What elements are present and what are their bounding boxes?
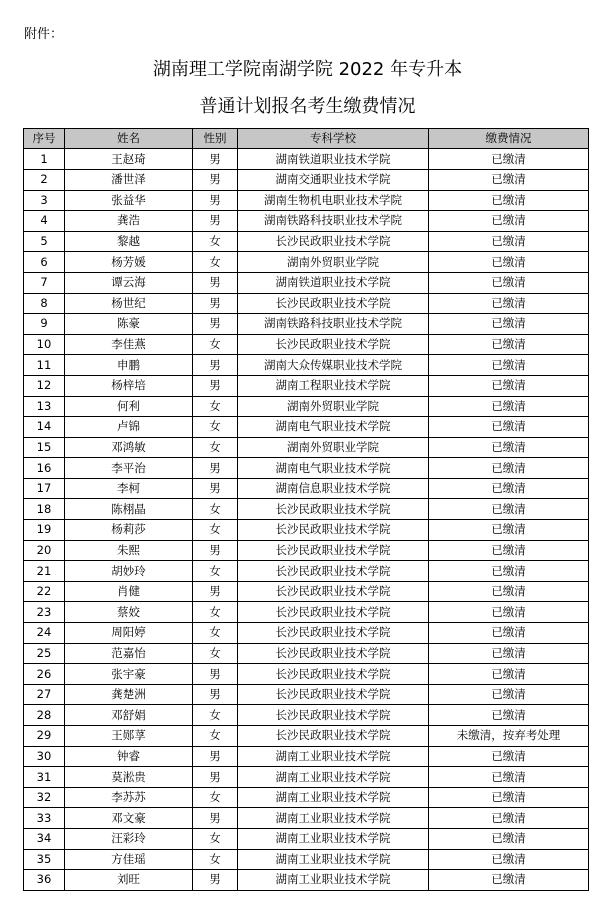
table-row — [24, 705, 589, 726]
cell-name: 王郧莩 — [65, 726, 193, 747]
cell-index: 22 — [24, 581, 65, 602]
cell-college: 长沙民政职业技术学院 — [238, 499, 429, 520]
cell-payment-status: 已缴清 — [429, 849, 589, 870]
cell-college: 湖南工业职业技术学院 — [238, 787, 429, 808]
cell-payment-status: 已缴清 — [429, 231, 589, 252]
cell-college: 长沙民政职业技术学院 — [238, 561, 429, 582]
cell-name: 潘世泽 — [65, 169, 193, 190]
cell-payment-status: 已缴清 — [429, 787, 589, 808]
cell-index: 13 — [24, 396, 65, 417]
cell-college: 长沙民政职业技术学院 — [238, 684, 429, 705]
cell-payment-status: 已缴清 — [429, 169, 589, 190]
table-row — [24, 478, 589, 499]
cell-index: 31 — [24, 767, 65, 788]
table-row — [24, 828, 589, 849]
cell-gender: 女 — [193, 334, 238, 355]
cell-name: 李平治 — [65, 458, 193, 479]
table-row — [24, 623, 589, 644]
table-row — [24, 396, 589, 417]
cell-name: 邓舒娟 — [65, 705, 193, 726]
cell-name: 李苏苏 — [65, 787, 193, 808]
table-row — [24, 252, 589, 273]
cell-college: 长沙民政职业技术学院 — [238, 643, 429, 664]
cell-name: 李柯 — [65, 478, 193, 499]
cell-name: 杨梓培 — [65, 375, 193, 396]
cell-index: 8 — [24, 293, 65, 314]
table-row — [24, 375, 589, 396]
cell-gender: 女 — [193, 705, 238, 726]
table-row — [24, 561, 589, 582]
cell-index: 23 — [24, 602, 65, 623]
cell-gender: 男 — [193, 870, 238, 891]
cell-gender: 女 — [193, 437, 238, 458]
cell-college: 湖南大众传媒职业技术学院 — [238, 355, 429, 376]
cell-payment-status: 已缴清 — [429, 520, 589, 541]
cell-gender: 女 — [193, 828, 238, 849]
cell-college: 湖南工业职业技术学院 — [238, 746, 429, 767]
header-name: 姓名 — [65, 129, 193, 149]
table-header-row — [24, 129, 589, 149]
table-row — [24, 272, 589, 293]
cell-index: 18 — [24, 499, 65, 520]
cell-payment-status: 已缴清 — [429, 190, 589, 211]
cell-name: 方佳瑶 — [65, 849, 193, 870]
table-row — [24, 767, 589, 788]
cell-index: 1 — [24, 149, 65, 170]
cell-gender: 男 — [193, 684, 238, 705]
table-row — [24, 499, 589, 520]
cell-name: 申鹏 — [65, 355, 193, 376]
cell-payment-status: 已缴清 — [429, 417, 589, 438]
cell-college: 长沙民政职业技术学院 — [238, 726, 429, 747]
cell-college: 湖南铁路科技职业技术学院 — [238, 211, 429, 232]
cell-name: 杨世纪 — [65, 293, 193, 314]
cell-index: 2 — [24, 169, 65, 190]
cell-name: 莫淞贵 — [65, 767, 193, 788]
cell-college: 长沙民政职业技术学院 — [238, 705, 429, 726]
cell-name: 邓文豪 — [65, 808, 193, 829]
cell-college: 湖南电气职业技术学院 — [238, 417, 429, 438]
cell-gender: 女 — [193, 252, 238, 273]
table-body — [24, 149, 589, 890]
cell-payment-status: 已缴清 — [429, 602, 589, 623]
table-row — [24, 231, 589, 252]
cell-index: 9 — [24, 314, 65, 335]
header-gender: 性别 — [193, 129, 238, 149]
table-row — [24, 314, 589, 335]
cell-gender: 男 — [193, 808, 238, 829]
cell-index: 30 — [24, 746, 65, 767]
cell-name: 何利 — [65, 396, 193, 417]
cell-index: 17 — [24, 478, 65, 499]
cell-name: 汪彩玲 — [65, 828, 193, 849]
cell-name: 肖健 — [65, 581, 193, 602]
cell-name: 周阳婷 — [65, 623, 193, 644]
cell-name: 王赵琦 — [65, 149, 193, 170]
cell-index: 29 — [24, 726, 65, 747]
cell-payment-status: 已缴清 — [429, 664, 589, 685]
cell-payment-status: 已缴清 — [429, 643, 589, 664]
cell-payment-status: 已缴清 — [429, 499, 589, 520]
cell-gender: 男 — [193, 664, 238, 685]
cell-index: 6 — [24, 252, 65, 273]
cell-college: 长沙民政职业技术学院 — [238, 581, 429, 602]
cell-name: 张益华 — [65, 190, 193, 211]
table-row — [24, 169, 589, 190]
cell-payment-status: 已缴清 — [429, 540, 589, 561]
cell-college: 湖南工业职业技术学院 — [238, 870, 429, 891]
cell-index: 16 — [24, 458, 65, 479]
cell-college: 长沙民政职业技术学院 — [238, 231, 429, 252]
cell-payment-status: 已缴清 — [429, 561, 589, 582]
cell-college: 湖南工程职业技术学院 — [238, 375, 429, 396]
cell-payment-status: 已缴清 — [429, 478, 589, 499]
cell-payment-status: 已缴清 — [429, 581, 589, 602]
cell-name: 黎越 — [65, 231, 193, 252]
table-row — [24, 664, 589, 685]
cell-college: 湖南工业职业技术学院 — [238, 828, 429, 849]
table-row — [24, 849, 589, 870]
cell-index: 26 — [24, 664, 65, 685]
cell-index: 4 — [24, 211, 65, 232]
cell-name: 陈栩晶 — [65, 499, 193, 520]
cell-college: 湖南电气职业技术学院 — [238, 458, 429, 479]
cell-gender: 男 — [193, 272, 238, 293]
cell-payment-status: 已缴清 — [429, 705, 589, 726]
cell-gender: 男 — [193, 458, 238, 479]
cell-index: 14 — [24, 417, 65, 438]
cell-gender: 女 — [193, 417, 238, 438]
cell-payment-status: 未缴清，按弃考处理 — [429, 726, 589, 747]
cell-gender: 女 — [193, 520, 238, 541]
cell-gender: 女 — [193, 787, 238, 808]
cell-gender: 女 — [193, 643, 238, 664]
cell-college: 长沙民政职业技术学院 — [238, 664, 429, 685]
cell-index: 3 — [24, 190, 65, 211]
cell-name: 杨莉莎 — [65, 520, 193, 541]
cell-index: 27 — [24, 684, 65, 705]
cell-gender: 女 — [193, 849, 238, 870]
cell-gender: 女 — [193, 561, 238, 582]
cell-name: 胡妙玲 — [65, 561, 193, 582]
cell-gender: 男 — [193, 149, 238, 170]
cell-payment-status: 已缴清 — [429, 396, 589, 417]
cell-payment-status: 已缴清 — [429, 684, 589, 705]
table-row — [24, 355, 589, 376]
table-row — [24, 149, 589, 170]
cell-name: 张宇豪 — [65, 664, 193, 685]
cell-payment-status: 已缴清 — [429, 314, 589, 335]
cell-gender: 女 — [193, 396, 238, 417]
cell-name: 蔡姣 — [65, 602, 193, 623]
header-payment-status: 缴费情况 — [429, 129, 589, 149]
cell-index: 10 — [24, 334, 65, 355]
cell-college: 湖南铁路科技职业技术学院 — [238, 314, 429, 335]
cell-gender: 女 — [193, 726, 238, 747]
cell-payment-status: 已缴清 — [429, 355, 589, 376]
cell-gender: 女 — [193, 623, 238, 644]
cell-gender: 男 — [193, 314, 238, 335]
table-row — [24, 190, 589, 211]
cell-name: 李佳燕 — [65, 334, 193, 355]
attachment-label: 附件： — [24, 27, 64, 42]
cell-index: 5 — [24, 231, 65, 252]
cell-payment-status: 已缴清 — [429, 870, 589, 891]
cell-payment-status: 已缴清 — [429, 437, 589, 458]
cell-gender: 男 — [193, 190, 238, 211]
cell-college: 湖南工业职业技术学院 — [238, 849, 429, 870]
cell-index: 35 — [24, 849, 65, 870]
cell-payment-status: 已缴清 — [429, 746, 589, 767]
table-row — [24, 726, 589, 747]
table-row — [24, 211, 589, 232]
cell-index: 24 — [24, 623, 65, 644]
cell-payment-status: 已缴清 — [429, 293, 589, 314]
cell-college: 湖南信息职业技术学院 — [238, 478, 429, 499]
cell-college: 长沙民政职业技术学院 — [238, 334, 429, 355]
cell-payment-status: 已缴清 — [429, 252, 589, 273]
cell-index: 34 — [24, 828, 65, 849]
document-title-line1: 湖南理工学院南湖学院 2022 年专升本 — [152, 59, 463, 80]
table-row — [24, 458, 589, 479]
table-row — [24, 334, 589, 355]
cell-name: 邓鸿敏 — [65, 437, 193, 458]
cell-gender: 男 — [193, 746, 238, 767]
cell-payment-status: 已缴清 — [429, 767, 589, 788]
table-row — [24, 540, 589, 561]
cell-name: 朱熙 — [65, 540, 193, 561]
table-row — [24, 581, 589, 602]
cell-college: 湖南生物机电职业技术学院 — [238, 190, 429, 211]
cell-index: 20 — [24, 540, 65, 561]
cell-gender: 男 — [193, 211, 238, 232]
cell-index: 11 — [24, 355, 65, 376]
cell-index: 19 — [24, 520, 65, 541]
cell-gender: 男 — [193, 581, 238, 602]
payment-status-table — [23, 128, 589, 891]
cell-gender: 男 — [193, 375, 238, 396]
cell-college: 长沙民政职业技术学院 — [238, 520, 429, 541]
cell-gender: 男 — [193, 293, 238, 314]
header-college: 专科学校 — [238, 129, 429, 149]
cell-college: 湖南外贸职业学院 — [238, 396, 429, 417]
cell-index: 15 — [24, 437, 65, 458]
table-row — [24, 870, 589, 891]
cell-gender: 女 — [193, 602, 238, 623]
table-row — [24, 746, 589, 767]
cell-name: 龚楚洲 — [65, 684, 193, 705]
cell-college: 湖南交通职业技术学院 — [238, 169, 429, 190]
cell-index: 33 — [24, 808, 65, 829]
cell-name: 刘旺 — [65, 870, 193, 891]
table-row — [24, 293, 589, 314]
cell-payment-status: 已缴清 — [429, 623, 589, 644]
cell-name: 龚浩 — [65, 211, 193, 232]
cell-college: 湖南外贸职业学院 — [238, 437, 429, 458]
cell-name: 杨芳媛 — [65, 252, 193, 273]
document-title-line2: 普通计划报名考生缴费情况 — [199, 96, 416, 117]
cell-index: 28 — [24, 705, 65, 726]
cell-payment-status: 已缴清 — [429, 458, 589, 479]
cell-payment-status: 已缴清 — [429, 828, 589, 849]
table-row — [24, 808, 589, 829]
header-index: 序号 — [24, 129, 65, 149]
table-row — [24, 437, 589, 458]
cell-college: 湖南铁道职业技术学院 — [238, 149, 429, 170]
cell-name: 钟睿 — [65, 746, 193, 767]
cell-gender: 男 — [193, 355, 238, 376]
cell-college: 湖南工业职业技术学院 — [238, 808, 429, 829]
cell-index: 21 — [24, 561, 65, 582]
table-row — [24, 684, 589, 705]
cell-gender: 男 — [193, 478, 238, 499]
cell-gender: 女 — [193, 231, 238, 252]
cell-college: 湖南外贸职业学院 — [238, 252, 429, 273]
cell-payment-status: 已缴清 — [429, 334, 589, 355]
cell-index: 36 — [24, 870, 65, 891]
cell-payment-status: 已缴清 — [429, 808, 589, 829]
table-row — [24, 643, 589, 664]
cell-index: 32 — [24, 787, 65, 808]
cell-index: 25 — [24, 643, 65, 664]
table-row — [24, 787, 589, 808]
cell-name: 范嘉怡 — [65, 643, 193, 664]
cell-college: 长沙民政职业技术学院 — [238, 602, 429, 623]
cell-index: 7 — [24, 272, 65, 293]
cell-college: 湖南铁道职业技术学院 — [238, 272, 429, 293]
cell-college: 长沙民政职业技术学院 — [238, 540, 429, 561]
cell-gender: 男 — [193, 169, 238, 190]
cell-name: 谭云海 — [65, 272, 193, 293]
cell-gender: 男 — [193, 767, 238, 788]
cell-gender: 女 — [193, 499, 238, 520]
cell-payment-status: 已缴清 — [429, 375, 589, 396]
cell-college: 长沙民政职业技术学院 — [238, 293, 429, 314]
table-row — [24, 602, 589, 623]
cell-payment-status: 已缴清 — [429, 211, 589, 232]
cell-gender: 男 — [193, 540, 238, 561]
table-row — [24, 520, 589, 541]
cell-payment-status: 已缴清 — [429, 149, 589, 170]
cell-college: 长沙民政职业技术学院 — [238, 623, 429, 644]
cell-index: 12 — [24, 375, 65, 396]
cell-college: 湖南工业职业技术学院 — [238, 767, 429, 788]
cell-name: 陈豪 — [65, 314, 193, 335]
cell-name: 卢锦 — [65, 417, 193, 438]
cell-payment-status: 已缴清 — [429, 272, 589, 293]
table-row — [24, 417, 589, 438]
